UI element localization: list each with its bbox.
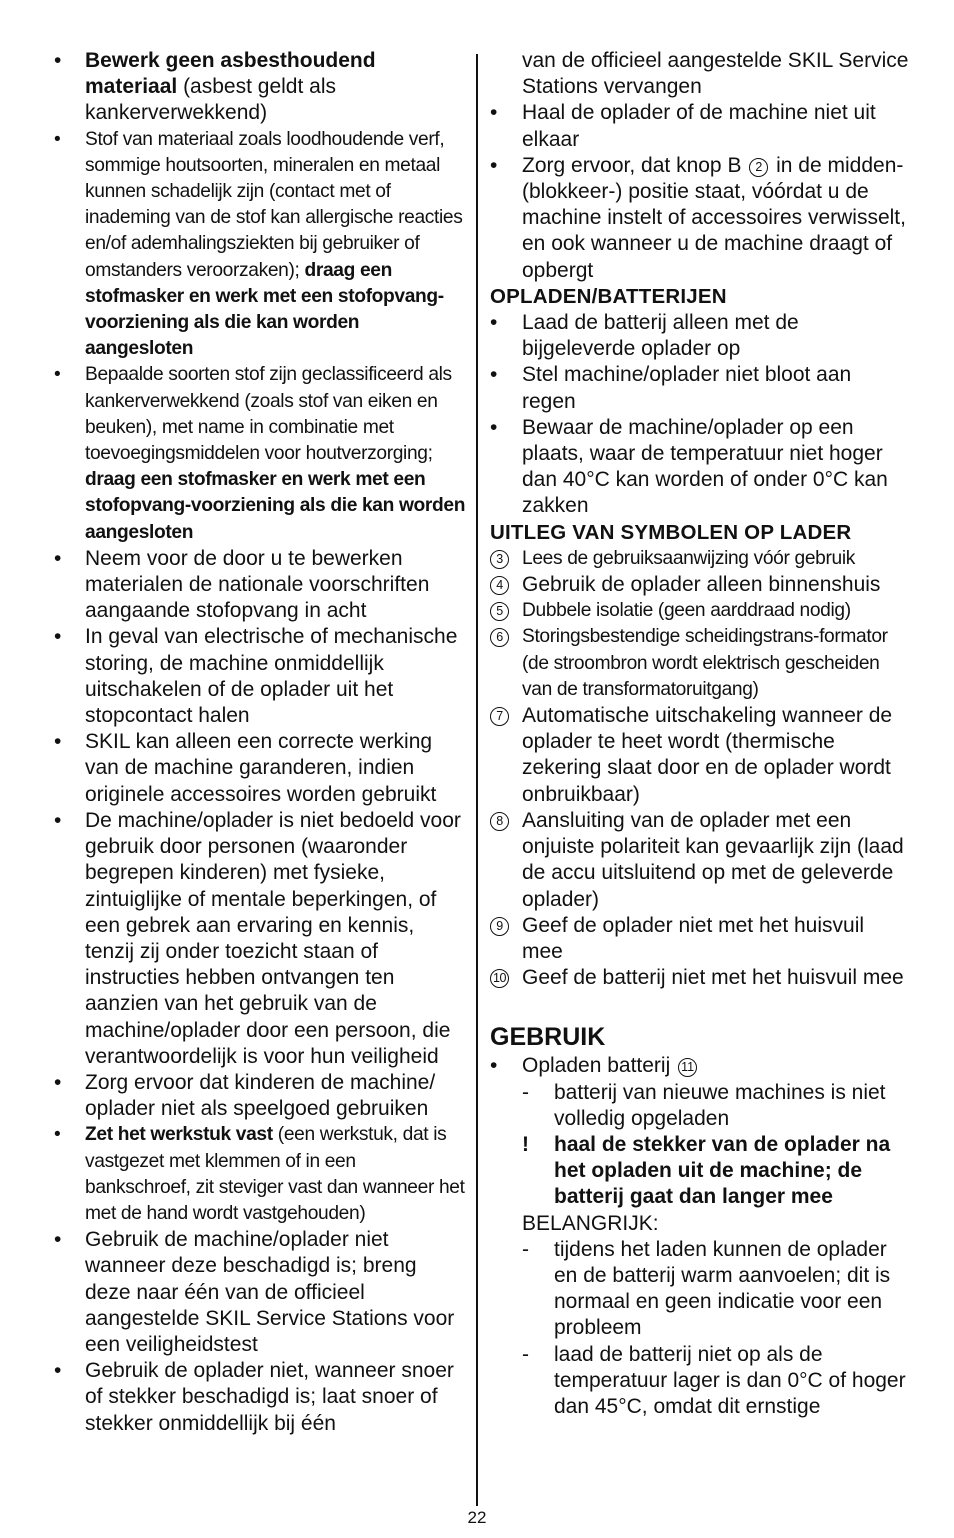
section-heading: UITLEG VAN SYMBOLEN OP LADER xyxy=(490,520,852,544)
list-item: • SKIL kan alleen een correcte werking van de machine garanderen, indien originele accessoires worden gebruikt xyxy=(54,730,437,806)
list-item-continuation: van de officieel aangestelde SKIL Service Stations vervangen xyxy=(522,49,909,99)
symbol-item: 7 Automatische uitschakeling wanneer de oplader te heet wordt (thermische zekering slaat door en de oplader wordt onbruikbaar) xyxy=(490,703,910,808)
symbol-item: 5 Dubbele isolatie (geen aarddraad nodig) xyxy=(490,598,910,624)
sub-item: - tijdens het laden kunnen de oplader en de batterij warm aanvoelen; dit is normaal en geen indicatie voor een probleem xyxy=(522,1237,891,1340)
column-divider xyxy=(476,54,478,1506)
list-item: • Zorg ervoor dat kinderen de machine/ oplader niet als speelgoed gebruiken xyxy=(54,1070,436,1121)
right-column xyxy=(490,48,910,1420)
list-item: • Stel machine/oplader niet bloot aan regen xyxy=(490,363,852,413)
symbol-number-icon: 9 xyxy=(490,917,509,936)
list-item: • Bewaar de machine/oplader op een plaats, waar de temperatuur niet hoger dan 40°C kan worden of onder 0°C kan zakken xyxy=(490,415,888,518)
symbol-number-icon: 7 xyxy=(490,707,509,726)
section-heading: OPLADEN/BATTERIJEN xyxy=(490,284,727,308)
important-label: BELANGRIJK: xyxy=(522,1211,659,1235)
warning-item: ! haal de stekker van de oplader na het opladen uit de machine; de batterij gaat dan langer mee xyxy=(522,1132,891,1209)
symbol-item: 9 Geef de oplader niet met het huisvuil mee xyxy=(490,913,910,965)
list-item: • Neem voor de door u te bewerken materialen de nationale voorschriften aangaande stofopvang in acht xyxy=(54,546,430,623)
symbol-number-icon: 5 xyxy=(490,602,509,621)
list-item: • De machine/oplader is niet bedoeld voor gebruik door personen (waaronder begrepen kinderen) met fysieke, zintuiglijke of mentale beperkingen, of een gebrek aan ervaring en kennis, tenzij zij onder toezicht staan of instructies hebben ontvangen ten aanzien van het gebruik van de machine/oplader door een persoon, die verantwoordelijk is voor hun veiligheid xyxy=(54,808,461,1068)
sub-item: - batterij van nieuwe machines is niet volledig opgeladen xyxy=(522,1080,886,1130)
list-item: • Opladen batterij 11 xyxy=(490,1053,910,1079)
symbol-number-icon: 3 xyxy=(490,550,509,569)
left-column xyxy=(54,48,466,1437)
list-item: • In geval van electrische of mechanische storing, de machine onmiddellijk uitschakelen of de oplader uit het stopcontact halen xyxy=(54,625,458,728)
reference-number-icon: 2 xyxy=(749,158,768,177)
symbol-number-icon: 10 xyxy=(490,969,509,988)
list-item: • Stof van materiaal zoals loodhoudende verf, sommige houtsoorten, mineralen en metaal kunnen schadelijk zijn (contact met of inademing van de stof kan allergische reacties en/of ademhalingsziekten bij gebruiker of omstanders veroorzaken); draag een stofmasker en werk met een stofopvang-voorziening als die kan worden aangesloten xyxy=(54,128,463,360)
page-number: 22 xyxy=(467,1508,487,1527)
list-item: • Laad de batterij alleen met de bijgeleverde oplader op xyxy=(490,311,799,361)
list-item: • Haal de oplader of de machine niet uit elkaar xyxy=(490,101,876,151)
list-item: • Gebruik de oplader niet, wanneer snoer of stekker beschadigd is; laat snoer of stekker onmiddellijk bij één xyxy=(54,1359,454,1435)
symbol-item: 6 Storingsbestendige scheidingstrans-formator (de stroombron wordt elektrisch gescheiden van de transformatoruitgang) xyxy=(490,624,910,703)
list-item: • Zorg ervoor, dat knop B 2 in de midden- (blokkeer-) positie staat, vóórdat u de machine instelt of accessoires verwisselt, en ook wanneer u de machine draagt of opbergt xyxy=(490,153,906,282)
symbol-item: 4 Gebruik de oplader alleen binnenshuis xyxy=(490,572,910,598)
reference-number-icon: 11 xyxy=(678,1058,697,1077)
symbol-number-icon: 4 xyxy=(490,576,509,595)
list-item: • Zet het werkstuk vast (een werkstuk, dat is vastgezet met klemmen of in een bankschroef, zit steviger vast dan wanneer het met de hand wordt vastgehouden) xyxy=(54,1124,465,1224)
symbol-number-icon: 8 xyxy=(490,812,509,831)
list-item: • Bewerk geen asbesthoudend materiaal (asbest geldt als kankerverwekkend) xyxy=(54,49,376,125)
section-title: GEBRUIK xyxy=(490,1023,606,1052)
sub-item: - laad de batterij niet op als de temperatuur lager is dan 0°C of hoger dan 45°C, omdat dit ernstige xyxy=(522,1342,906,1418)
symbol-item: 8 Aansluiting van de oplader met een onjuiste polariteit kan gevaarlijk zijn (laad de accu uitsluitend op met de geleverde oplader) xyxy=(490,808,910,913)
list-item: • Bepaalde soorten stof zijn geclassificeerd als kankerverwekkend (zoals stof van eiken en beuken), met name in combinatie met toevoegingsmiddelen voor houtverzorging; draag een stofmasker en werk met een stofopvang-voorziening als die kan worden aangesloten xyxy=(54,364,466,543)
warning-icon: ! xyxy=(522,1132,529,1156)
list-item: • Gebruik de machine/oplader niet wanneer deze beschadigd is; breng deze naar één van de officieel aangestelde SKIL Service Stations voor een veiligheidstest xyxy=(54,1228,455,1356)
symbol-number-icon: 6 xyxy=(490,628,509,647)
symbol-item: 3 Lees de gebruiksaanwijzing vóór gebruik xyxy=(490,546,910,572)
symbol-item: 10 Geef de batterij niet met het huisvuil mee xyxy=(490,965,910,991)
